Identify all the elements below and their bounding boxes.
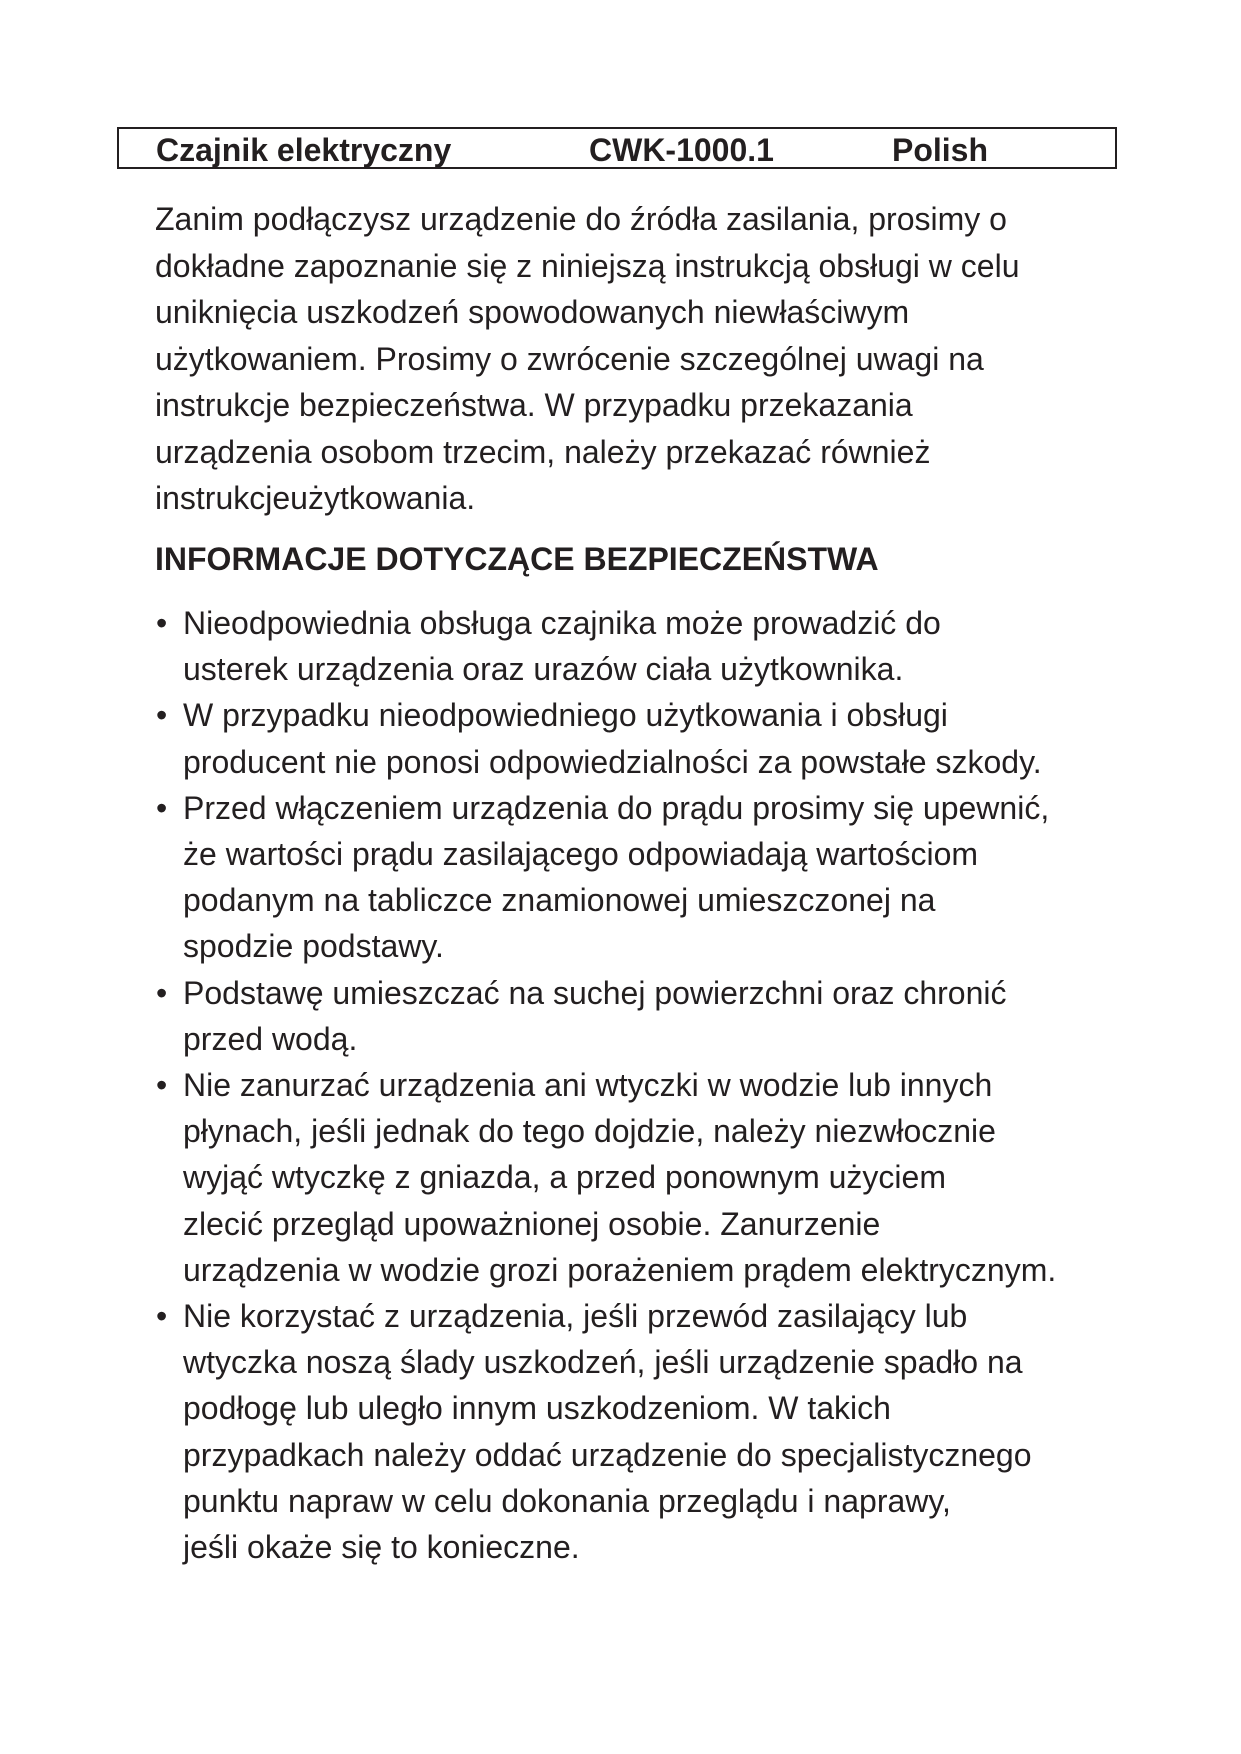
list-item	[155, 1062, 1215, 1293]
intro-paragraph	[155, 196, 1195, 522]
list-item-line: przypadkach należy oddać urządzenie do specjalistycznego	[183, 1436, 1032, 1473]
list-item-line: Nie zanurzać urządzenia ani wtyczki w wodzie lub innych	[183, 1067, 993, 1104]
list-item-line: Podstawę umieszczać na suchej powierzchni oraz chronić	[183, 974, 1007, 1011]
safety-list	[155, 600, 1215, 1570]
list-item-line: płynach, jeśli jednak do tego dojdzie, należy niezwłocznie	[183, 1113, 996, 1150]
bullet-icon: •	[156, 697, 168, 734]
language-label: Polish	[892, 132, 989, 168]
list-item-line: Nie korzystać z urządzenia, jeśli przewód zasilający lub	[183, 1298, 968, 1335]
list-item-line: przed wodą.	[183, 1020, 358, 1057]
intro-line: instrukcjeużytkowania.	[155, 480, 476, 516]
list-item-line: że wartości prądu zasilającego odpowiadają wartościom	[183, 836, 979, 873]
safety-heading: INFORMACJE DOTYCZĄCE BEZPIECZEŃSTWA	[155, 541, 879, 577]
list-item-line: Nieodpowiednia obsługa czajnika może prowadzić do	[183, 605, 941, 641]
list-item-line: zlecić przegląd upoważnionej osobie. Zanurzenie	[183, 1205, 881, 1242]
list-item-line: producent nie ponosi odpowiedzialności za powstałe szkody.	[183, 743, 1042, 780]
model-number: CWK-1000.1	[589, 132, 774, 168]
list-item-line: wyjąć wtyczkę z gniazda, a przed ponownym użyciem	[183, 1159, 946, 1196]
intro-line: instrukcje bezpieczeństwa. W przypadku przekazania	[155, 387, 913, 423]
bullet-icon: •	[156, 1067, 168, 1104]
intro-line: uniknięcia uszkodzeń spowodowanych niewłaściwym	[155, 294, 910, 330]
list-item-line: spodzie podstawy.	[183, 928, 444, 965]
list-item-line: W przypadku nieodpowiedniego użytkowania i obsługi	[183, 697, 948, 734]
list-item-line: punktu napraw w celu dokonania przeglądu i naprawy,	[183, 1482, 951, 1519]
intro-line: dokładne zapoznanie się z niniejszą instrukcją obsługi w celu	[155, 247, 1020, 284]
product-title: Czajnik elektryczny	[156, 132, 452, 168]
document-header	[117, 127, 1117, 169]
list-item	[155, 970, 1215, 1062]
bullet-icon: •	[156, 789, 168, 826]
list-item	[155, 1293, 1215, 1570]
list-item-line: podanym na tabliczce znamionowej umieszczonej na	[183, 882, 936, 919]
list-item-line: podłogę lub uległo innym uszkodzeniom. W takich	[183, 1390, 891, 1427]
list-item	[155, 600, 1215, 692]
list-item-line: usterek urządzenia oraz urazów ciała użytkownika.	[183, 651, 904, 688]
intro-line: użytkowaniem. Prosimy o zwrócenie szczególnej uwagi na	[155, 340, 984, 377]
list-item	[155, 785, 1215, 970]
list-item-line: Przed włączeniem urządzenia do prądu prosimy się upewnić,	[183, 789, 1050, 826]
intro-line: Zanim podłączysz urządzenie do źródła zasilania, prosimy o	[155, 201, 1007, 237]
list-item-line: wtyczka noszą ślady uszkodzeń, jeśli urządzenie spadło na	[183, 1344, 1023, 1381]
intro-line: urządzenia osobom trzecim, należy przekazać również	[155, 433, 931, 470]
bullet-icon: •	[156, 974, 168, 1011]
list-item	[155, 692, 1215, 784]
bullet-icon: •	[156, 1298, 168, 1335]
list-item-line: jeśli okaże się to konieczne.	[183, 1529, 580, 1566]
bullet-icon: •	[156, 605, 168, 641]
list-item-line: urządzenia w wodzie grozi porażeniem prądem elektrycznym.	[183, 1251, 1057, 1288]
